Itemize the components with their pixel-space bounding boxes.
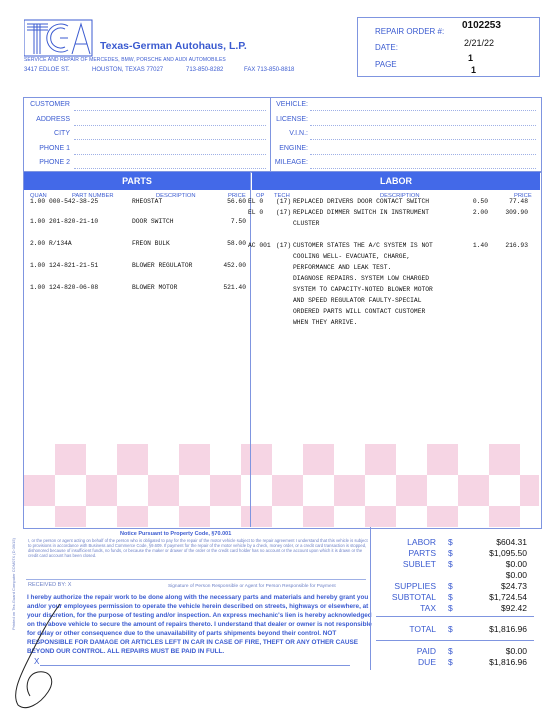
part-description: BLOWER MOTOR bbox=[132, 284, 178, 291]
total-supplies-label: SUPPLIES bbox=[394, 581, 436, 591]
total-tax-value: $92.42 bbox=[501, 603, 527, 613]
repair-order-number: 0102253 bbox=[462, 20, 501, 31]
total-labor-label: LABOR bbox=[407, 537, 436, 547]
labor-description: DIAGNOSE REPAIRS. SYSTEM LOW CHARGED bbox=[293, 275, 430, 282]
part-qty: 2.00 bbox=[30, 240, 46, 247]
customer-line bbox=[74, 110, 266, 111]
labor-price: 216.93 bbox=[505, 242, 528, 249]
parts-labor-divider bbox=[250, 172, 251, 527]
labor-description: ORDERED PARTS WILL CONTACT CUSTOMER bbox=[293, 308, 426, 315]
date-label: DATE: bbox=[375, 43, 398, 52]
mileage-line bbox=[310, 168, 536, 169]
total-sublet-label: SUBLET bbox=[402, 559, 436, 569]
total-paid-value: $0.00 bbox=[505, 646, 527, 656]
part-price: 7.50 bbox=[230, 218, 246, 225]
authorization-sign-x: X bbox=[34, 657, 40, 666]
total-parts-label: PARTS bbox=[408, 548, 436, 558]
total-total-currency: $ bbox=[448, 624, 453, 634]
total-total-value: $1,816.96 bbox=[489, 624, 527, 634]
vehicle-label: VEHICLE: bbox=[276, 101, 308, 108]
labor-op: EL 0 bbox=[248, 198, 264, 205]
parts-col-part: PART NUMBER bbox=[72, 193, 114, 199]
total-parts-currency: $ bbox=[448, 548, 453, 558]
vin-line bbox=[310, 139, 536, 140]
city-line bbox=[74, 139, 266, 140]
company-logo bbox=[24, 18, 94, 58]
total-sublet-currency: $ bbox=[448, 559, 453, 569]
notice-title: Notice Pursuant to Property Code, §70.001 bbox=[120, 531, 232, 537]
phone2-line bbox=[74, 168, 266, 169]
labor-tech: (17) bbox=[276, 209, 292, 216]
total-supplies-currency: $ bbox=[448, 581, 453, 591]
total-paid-label: PAID bbox=[416, 646, 436, 656]
total-sublet-value: $0.00 bbox=[505, 559, 527, 569]
total-tax-currency: $ bbox=[448, 603, 453, 613]
received-by-label: RECEIVED BY: X bbox=[28, 582, 72, 588]
phone-number: 713-850-8282 bbox=[186, 67, 224, 73]
part-qty: 1.00 bbox=[30, 284, 46, 291]
labor-description: CUSTOMER STATES THE A/C SYSTEM IS NOT bbox=[293, 242, 433, 249]
engine-label: ENGINE: bbox=[279, 145, 308, 152]
city-label: CITY bbox=[54, 130, 70, 137]
handwritten-signature bbox=[8, 600, 88, 715]
labor-description: AND SPEED REGULATOR FAULTY-SPECIAL bbox=[293, 297, 422, 304]
labor-price: 309.90 bbox=[505, 209, 528, 216]
authorization-text: I hereby authorize the repair work to be done along with the necessary parts and materials and hereby grant you and/or your employees permission to operate the vehicle herein described on streets, highways or elsewhere, at your discretion, for the purpose of testing and/or inspection. An express mechanic's lien is hereby acknowledged on the above vehicle to secure the amount of repairs thereto. I understand that dealer or owner is not responsible for delay or other consequence due to the unavailability of parts shipments beyond their control. NOT RESPONSIBLE FOR DAMAGE OR ARTICLES LEFT IN CAR IN CASE OF FIRE, THEFT OR ANY OTHER CAUSE BEYOND OUR CONTROL. ALL REPAIRS MUST BE PAID IN FULL. bbox=[27, 594, 372, 655]
phone1-line bbox=[74, 154, 266, 155]
part-number: 124-821-21-51 bbox=[49, 262, 99, 269]
part-qty: 1.00 bbox=[30, 198, 46, 205]
part-price: 58.00 bbox=[227, 240, 246, 247]
labor-col-op: OP bbox=[256, 193, 265, 199]
address-line bbox=[74, 125, 266, 126]
labor-op: AC 001 bbox=[248, 242, 271, 249]
part-price: 56.60 bbox=[227, 198, 246, 205]
labor-description: WHEN THEY ARRIVE. bbox=[293, 319, 358, 326]
license-line bbox=[310, 125, 536, 126]
total-due-currency: $ bbox=[448, 657, 453, 667]
part-number: 000-542-38-25 bbox=[49, 198, 99, 205]
part-qty: 1.00 bbox=[30, 262, 46, 269]
engine-line bbox=[310, 154, 536, 155]
address-label: ADDRESS bbox=[36, 116, 70, 123]
total-supplies-value: $24.73 bbox=[501, 581, 527, 591]
page-number: 1 bbox=[468, 53, 474, 63]
part-number: R/134A bbox=[49, 240, 72, 247]
part-number: 201-820-21-10 bbox=[49, 218, 99, 225]
labor-description: COOLING WELL- EVACUATE, CHARGE, bbox=[293, 253, 411, 260]
signature-label: Signature of Person Responsible or Agent for Person Responsible for Payment bbox=[168, 584, 336, 589]
license-label: LICENSE: bbox=[276, 116, 308, 123]
mileage-label: MILEAGE: bbox=[274, 159, 308, 166]
total-labor-currency: $ bbox=[448, 537, 453, 547]
parts-col-price: PRICE bbox=[228, 193, 246, 199]
labor-hours: 1.40 bbox=[472, 242, 488, 249]
fax-number: FAX 713-850-8818 bbox=[244, 67, 295, 73]
page-of: 1 bbox=[471, 65, 477, 75]
labor-hours: 2.00 bbox=[472, 209, 488, 216]
notice-body: I, or the person or agent acting on behalf of the person who is obligated to pay for the repair of the motor vehicle subject to the repair agreement I understand that this vehicle is subject to provisions in accordance with Business and Commerce Code, §9.609. If payment for the repair of the motor vehicle by a check, money order, or a credit card transaction is stopped, dishonored because of insufficient funds, no funds, or because the maker or drawer of the order or the credit card holder has no account or the account upon which it is drawn or the credit card account has been closed. bbox=[28, 538, 368, 558]
labor-description: REPLACED DRIVERS DOOR CONTACT SWITCH bbox=[293, 198, 430, 205]
labor-description: SYSTEM TO CAPACITY-NOTED BLOWER MOTOR bbox=[293, 286, 433, 293]
labor-col-desc: DESCRIPTION bbox=[380, 193, 420, 199]
labor-price: 77.48 bbox=[509, 198, 528, 205]
parts-col-desc: DESCRIPTION bbox=[156, 193, 196, 199]
labor-description: CLUSTER bbox=[293, 220, 320, 227]
part-description: FREON BULK bbox=[132, 240, 170, 247]
page-label: PAGE bbox=[375, 60, 397, 69]
date-value: 2/21/22 bbox=[464, 38, 495, 48]
parts-header: PARTS bbox=[24, 172, 250, 190]
total-labor-value: $604.31 bbox=[496, 537, 527, 547]
total-subtotal-currency: $ bbox=[448, 592, 453, 602]
labor-description: REPLACED DIMMER SWITCH IN INSTRUMENT bbox=[293, 209, 430, 216]
labor-col-tech: TECH bbox=[274, 193, 290, 199]
part-description: BLOWER REGULATOR bbox=[132, 262, 193, 269]
total-due-label: DUE bbox=[418, 657, 436, 667]
company-tagline: SERVICE AND REPAIR OF MERCEDES, BMW, PORSCHE AND AUDI AUTOMOBILES bbox=[24, 57, 226, 63]
total-parts-value: $1,095.50 bbox=[489, 548, 527, 558]
totals-rule-2 bbox=[376, 640, 534, 641]
customer-label: CUSTOMER bbox=[30, 101, 70, 108]
labor-tech: (17) bbox=[276, 198, 292, 205]
total-subtotal-value: $1,724.54 bbox=[489, 592, 527, 602]
part-description: DOOR SWITCH bbox=[132, 218, 174, 225]
totals-rule-1 bbox=[376, 616, 534, 617]
part-price: 452.00 bbox=[223, 262, 246, 269]
total-blank-value: $0.00 bbox=[505, 570, 527, 580]
vehicle-line bbox=[310, 110, 536, 111]
labor-description: PERFORMANCE AND LEAK TEST. bbox=[293, 264, 392, 271]
part-number: 124-820-06-08 bbox=[49, 284, 99, 291]
total-paid-currency: $ bbox=[448, 646, 453, 656]
city-state-zip: HOUSTON, TEXAS 77027 bbox=[92, 67, 164, 73]
part-qty: 1.00 bbox=[30, 218, 46, 225]
company-name: Texas-German Autohaus, L.P. bbox=[100, 40, 247, 52]
labor-op: EL 0 bbox=[248, 209, 264, 216]
total-due-value: $1,816.96 bbox=[489, 657, 527, 667]
part-description: RHEOSTAT bbox=[132, 198, 163, 205]
security-pattern bbox=[24, 444, 539, 527]
parts-col-qty: QUAN bbox=[30, 193, 47, 199]
labor-col-price: PRICE bbox=[514, 193, 532, 199]
total-subtotal-label: SUBTOTAL bbox=[391, 592, 436, 602]
phone2-label: PHONE 2 bbox=[39, 159, 70, 166]
labor-hours: 0.50 bbox=[472, 198, 488, 205]
labor-header: LABOR bbox=[252, 172, 540, 190]
total-total-label: TOTAL bbox=[409, 624, 436, 634]
labor-tech: (17) bbox=[276, 242, 292, 249]
vin-label: V.I.N.: bbox=[289, 130, 308, 137]
phone1-label: PHONE 1 bbox=[39, 145, 70, 152]
total-tax-label: TAX bbox=[420, 603, 436, 613]
signature-line-top bbox=[26, 579, 366, 580]
street-address: 3417 EDLOE ST. bbox=[24, 67, 70, 73]
repair-order-label: REPAIR ORDER #: bbox=[375, 27, 445, 36]
form-printer-text: Printed on Tex-Guard Computer COM07X (D 09/15) bbox=[11, 538, 16, 630]
part-price: 521.40 bbox=[223, 284, 246, 291]
